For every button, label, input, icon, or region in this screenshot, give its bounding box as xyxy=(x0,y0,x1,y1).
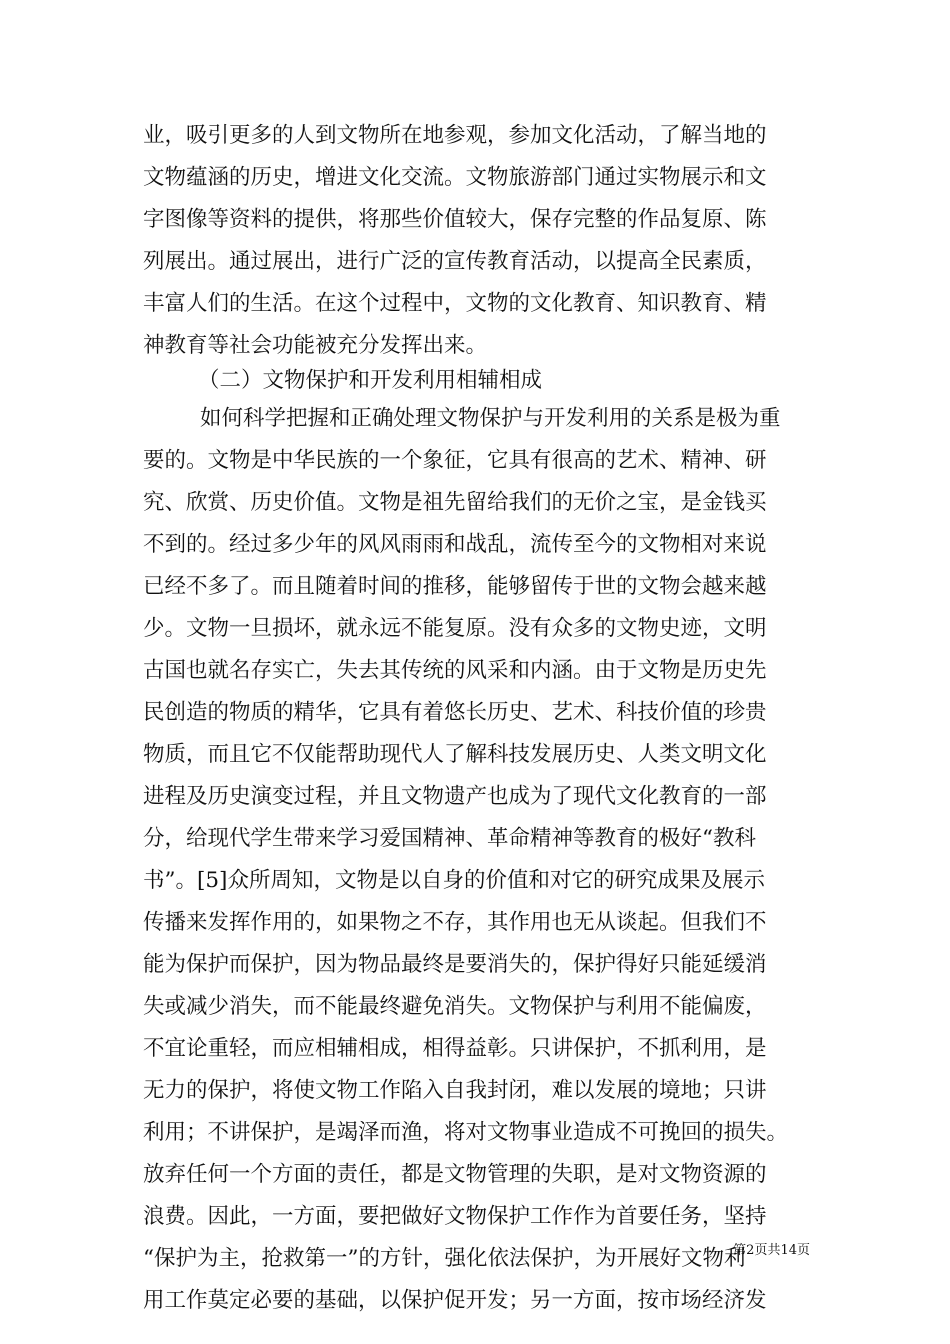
body-text-line: 要的。文物是中华民族的一个象征，它具有很高的艺术、精神、研 xyxy=(143,448,767,473)
body-text-line: 不宜论重轻，而应相辅相成，相得益彰。只讲保护，不抓利用，是 xyxy=(143,1036,767,1061)
body-text-line: 字图像等资料的提供，将那些价值较大，保存完整的作品复原、陈 xyxy=(143,207,767,232)
body-text-line: 失或减少消失，而不能最终避免消失。文物保护与利用不能偏废， xyxy=(143,994,767,1019)
body-text-line: 物质，而且它不仅能帮助现代人了解科技发展历史、人类文明文化 xyxy=(143,742,767,767)
body-text-line: “保护为主，抢救第一”的方针，强化依法保护，为开展好文物利 xyxy=(143,1246,746,1271)
body-text-line: 业，吸引更多的人到文物所在地参观，参加文化活动，了解当地的 xyxy=(143,123,767,148)
body-text-line: 神教育等社会功能被充分发挥出来。 xyxy=(143,333,488,358)
body-text-line: 用工作莫定必要的基础，以保护促开发；另一方面，按市场经济发 xyxy=(143,1288,767,1313)
body-text-line: 列展出。通过展出，进行广泛的宣传教育活动，以提高全民素质， xyxy=(143,249,767,274)
body-text-line: 传播来发挥作用的，如果物之不存，其作用也无从谈起。但我们不 xyxy=(143,910,767,935)
body-text-line: 分，给现代学生带来学习爱国精神、革命精神等教育的极好“教科 xyxy=(143,826,756,851)
body-text-line: 文物蕴涵的历史，增进文化交流。文物旅游部门通过实物展示和文 xyxy=(143,165,767,190)
body-text-line: 不到的。经过多少年的风风雨雨和战乱，流传至今的文物相对来说 xyxy=(143,532,767,557)
body-text-line: 少。文物一旦损坏，就永远不能复原。没有众多的文物史迹，文明 xyxy=(143,616,767,641)
body-text-line: 放弃任何一个方面的责任，都是文物管理的失职，是对文物资源的 xyxy=(143,1162,767,1187)
body-text-line: 无力的保护，将使文物工作陷入自我封闭，难以发展的境地；只讲 xyxy=(143,1078,767,1103)
body-text-line: 究、欣赏、历史价值。文物是祖先留给我们的无价之宝，是金钱买 xyxy=(143,490,767,515)
body-text-line: 书”。[5]众所周知，文物是以自身的价值和对它的研究成果及展示 xyxy=(143,868,765,893)
body-text-line: 已经不多了。而且随着时间的推移，能够留传于世的文物会越来越 xyxy=(143,574,767,599)
body-text-line: 古国也就名存实亡，失去其传统的风采和内涵。由于文物是历史先 xyxy=(143,658,767,683)
body-text-line: 进程及历史演变过程，并且文物遗产也成为了现代文化教育的一部 xyxy=(143,784,767,809)
body-text-line: 民创造的物质的精华，它具有着悠长历史、艺术、科技价值的珍贵 xyxy=(143,700,767,725)
body-text-line: 浪费。因此，一方面，要把做好文物保护工作作为首要任务，坚持 xyxy=(143,1204,767,1229)
page-number-footer: 第2页共14页 xyxy=(733,1243,810,1258)
section-heading: （二）文物保护和开发利用相辅相成 xyxy=(198,368,543,393)
body-text-line: 利用；不讲保护，是竭泽而渔，将对文物事业造成不可挽回的损失。 xyxy=(143,1120,789,1145)
body-text-line: 能为保护而保护，因为物品最终是要消失的，保护得好只能延缓消 xyxy=(143,952,767,977)
body-text-line: 如何科学把握和正确处理文物保护与开发利用的关系是极为重 xyxy=(200,406,781,431)
body-text-line: 丰富人们的生活。在这个过程中，文物的文化教育、知识教育、精 xyxy=(143,291,767,316)
